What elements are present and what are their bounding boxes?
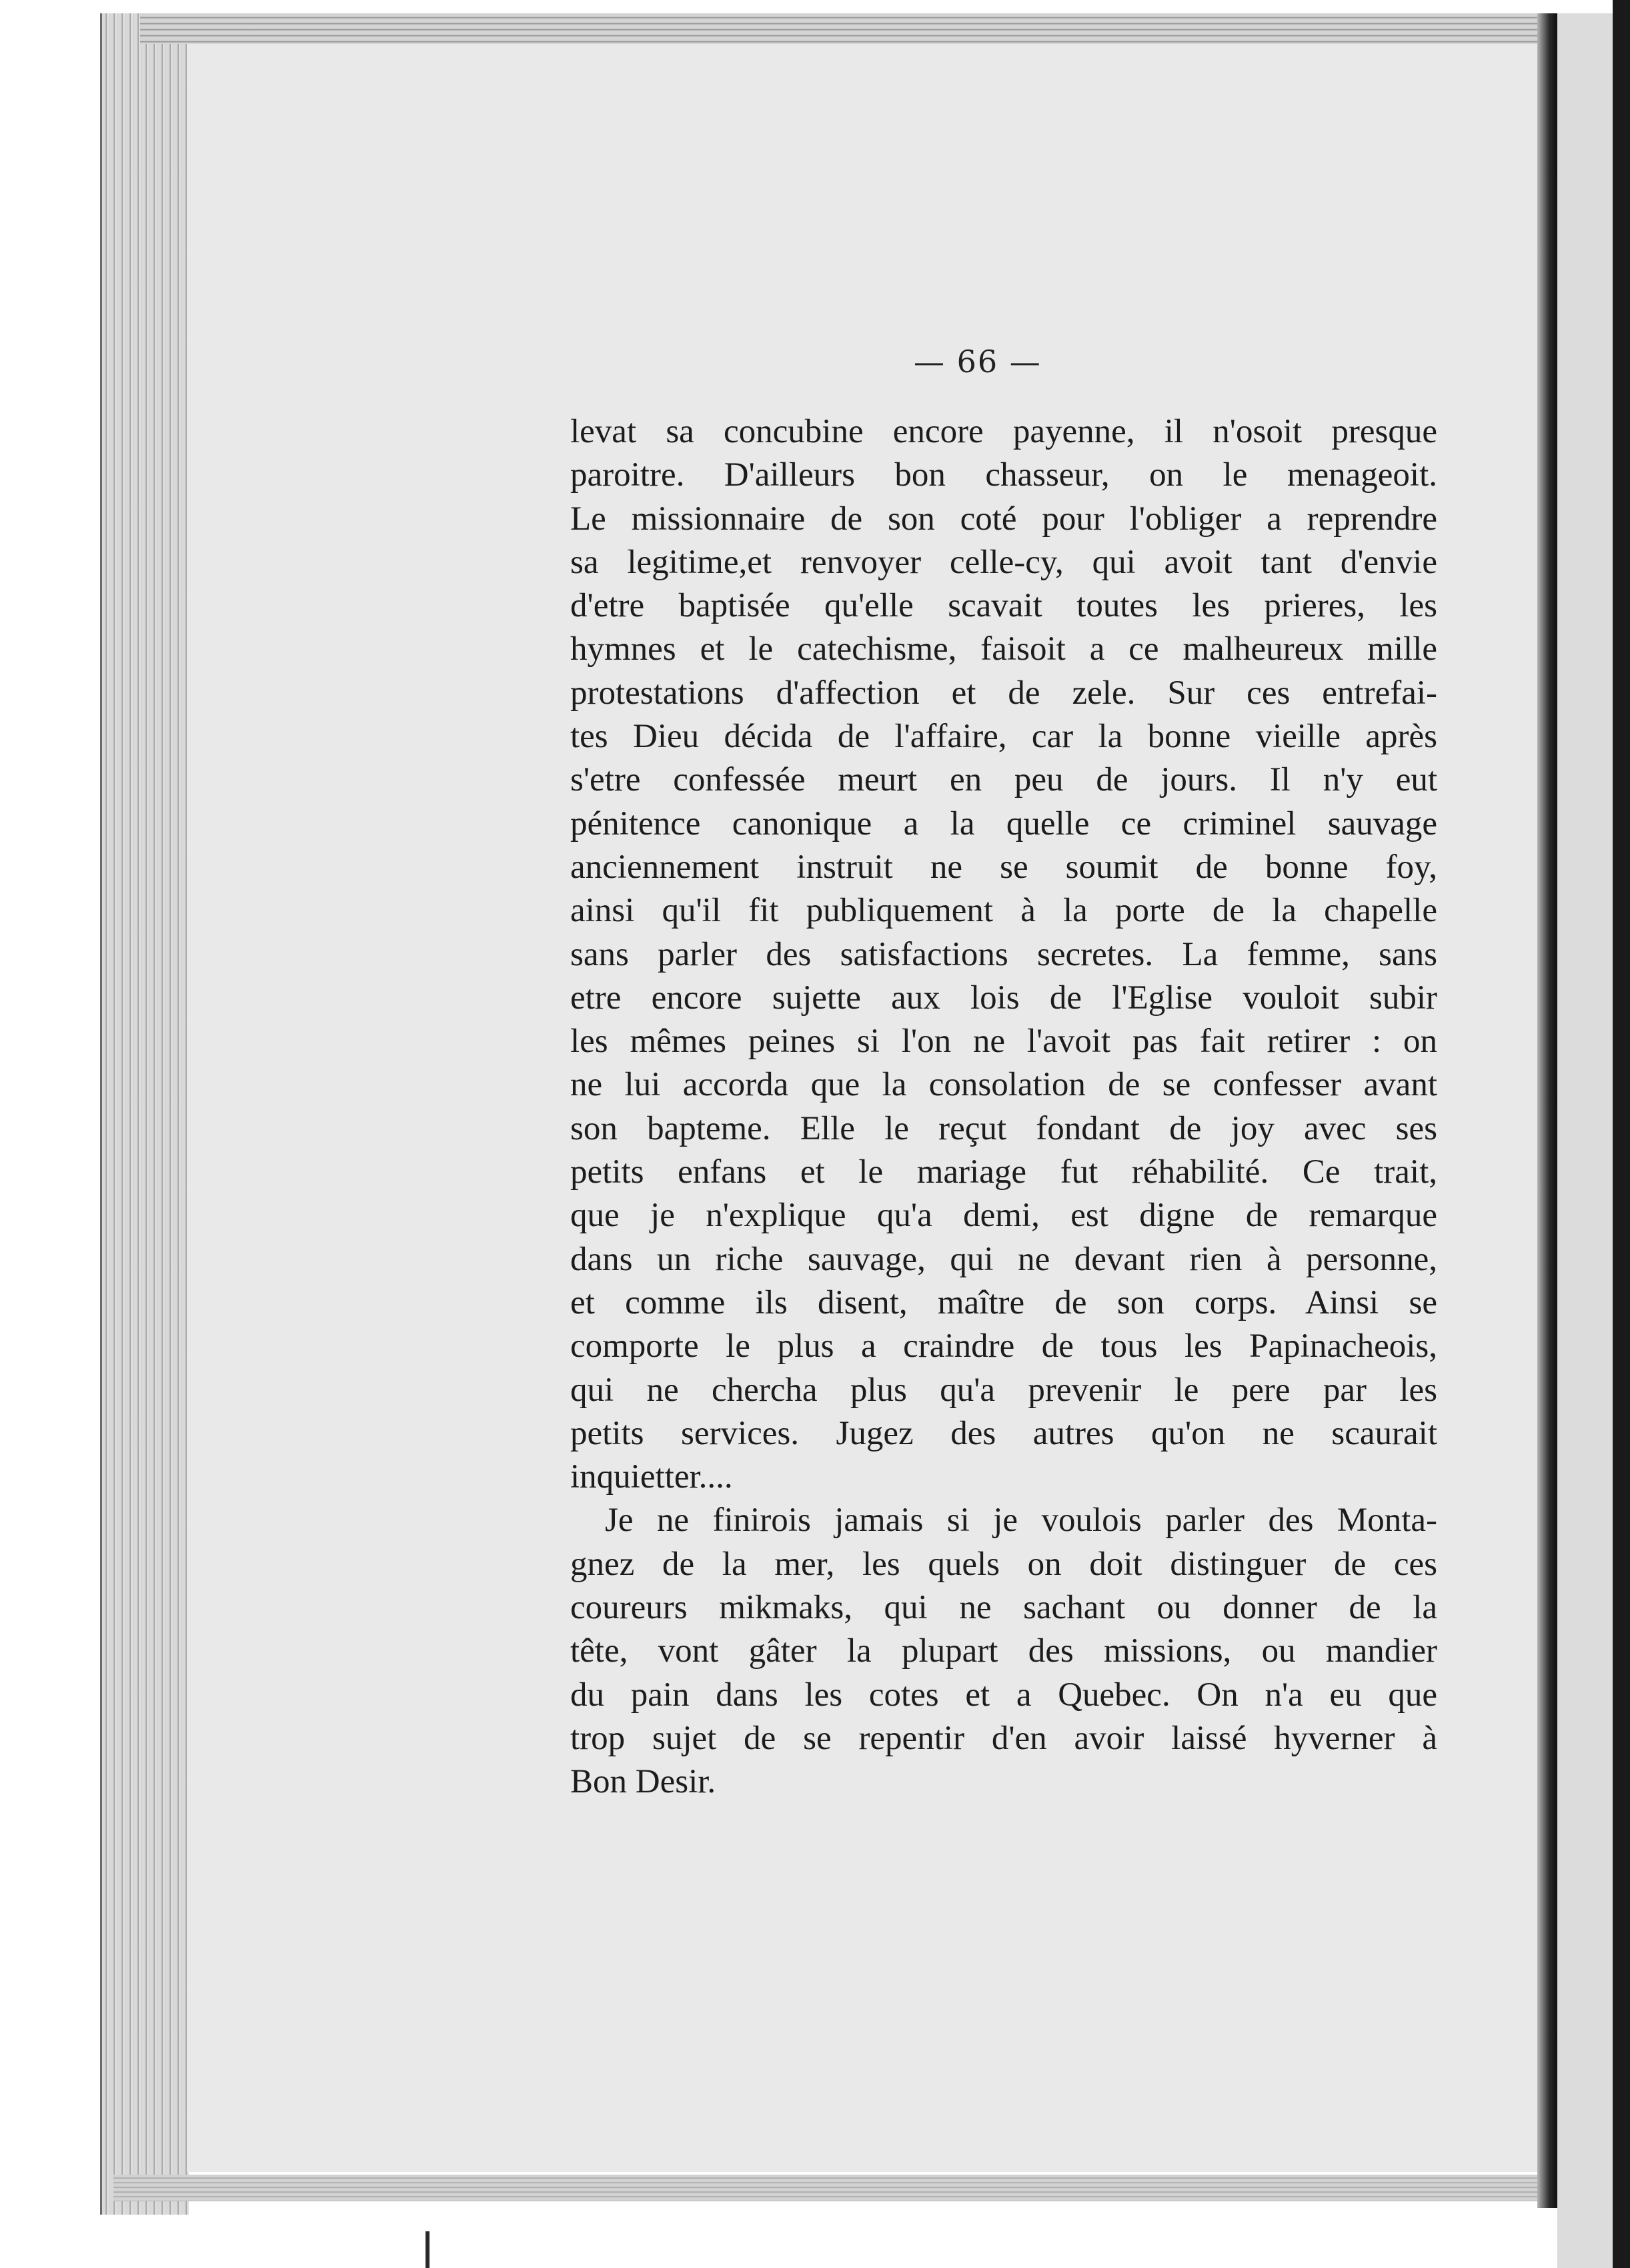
page-top-edge <box>140 13 1561 44</box>
text-line: sa legitime,et renvoyer celle-cy, qui avoit tant d'envie <box>570 543 1437 581</box>
text-line: protestations d'affection et de zele. Sur ces entrefai- <box>570 674 1437 712</box>
text-line: coureurs mikmaks, qui ne sachant ou donner de la <box>570 1589 1437 1627</box>
text-line: du pain dans les cotes et a Quebec. On n'a eu que <box>570 1676 1437 1714</box>
text-line: qui ne chercha plus qu'a prevenir le pere par les <box>570 1371 1437 1409</box>
text-line: que je n'explique qu'a demi, est digne de remarque <box>570 1197 1437 1235</box>
spine-shadow <box>1537 13 1557 2208</box>
text-line: anciennement instruit ne se soumit de bonne foy, <box>570 848 1437 886</box>
text-line: et comme ils disent, maître de son corps. Ainsi se <box>570 1283 1437 1321</box>
text-line: paroitre. D'ailleurs bon chasseur, on le menageoit. <box>570 456 1437 494</box>
text-line: hymnes et le catechisme, faisoit a ce malheureux mille <box>570 630 1437 668</box>
paragraph-start-line: Je ne finirois jamais si je voulois parler des Monta- <box>605 1502 1437 1540</box>
text-line: etre encore sujette aux lois de l'Eglise vouloit subir <box>570 979 1437 1017</box>
text-line: sans parler des satisfactions secretes. La femme, sans <box>570 935 1437 973</box>
text-line: Bon Desir. <box>570 1763 716 1801</box>
text-line: Le missionnaire de son coté pour l'obliger a reprendre <box>570 500 1437 538</box>
body-text <box>570 410 1437 1804</box>
text-line: petits enfans et le mariage fut réhabilité. Ce trait, <box>570 1153 1437 1191</box>
text-line: les mêmes peines si l'on ne l'avoit pas fait retirer : on <box>570 1023 1437 1061</box>
text-line: d'etre baptisée qu'elle scavait toutes les prieres, les <box>570 587 1437 625</box>
text-line: ne lui accorda que la consolation de se confesser avant <box>570 1066 1437 1104</box>
text-line: ainsi qu'il fit publiquement à la porte de la chapelle <box>570 892 1437 930</box>
text-line: inquietter.... <box>570 1458 733 1496</box>
text-line: petits services. Jugez des autres qu'on ne scaurait <box>570 1414 1437 1452</box>
scan-mark <box>426 2231 430 2268</box>
text-line: trop sujet de se repentir d'en avoir laissé hyverner à <box>570 1719 1437 1757</box>
text-line: tes Dieu décida de l'affaire, car la bonne vieille après <box>570 718 1437 756</box>
scan-border <box>1613 0 1630 2268</box>
text-line: pénitence canonique a la quelle ce criminel sauvage <box>570 804 1437 842</box>
text-line: gnez de la mer, les quels on doit distinguer de ces <box>570 1545 1437 1583</box>
text-line: comporte le plus a craindre de tous les Papinacheois, <box>570 1327 1437 1365</box>
text-line: s'etre confessée meurt en peu de jours. Il n'y eut <box>570 761 1437 799</box>
text-line: son bapteme. Elle le reçut fondant de joy avec ses <box>570 1109 1437 1147</box>
page-number: — 66 — <box>914 344 1042 380</box>
text-line: tête, vont gâter la plupart des missions, ou mandier <box>570 1632 1437 1670</box>
text-line: dans un riche sauvage, qui ne devant rien à personne, <box>570 1240 1437 1278</box>
page-bottom-edge <box>113 2175 1554 2201</box>
page-stack-edge <box>100 13 189 2215</box>
text-line: levat sa concubine encore payenne, il n'osoit presque <box>570 413 1437 450</box>
